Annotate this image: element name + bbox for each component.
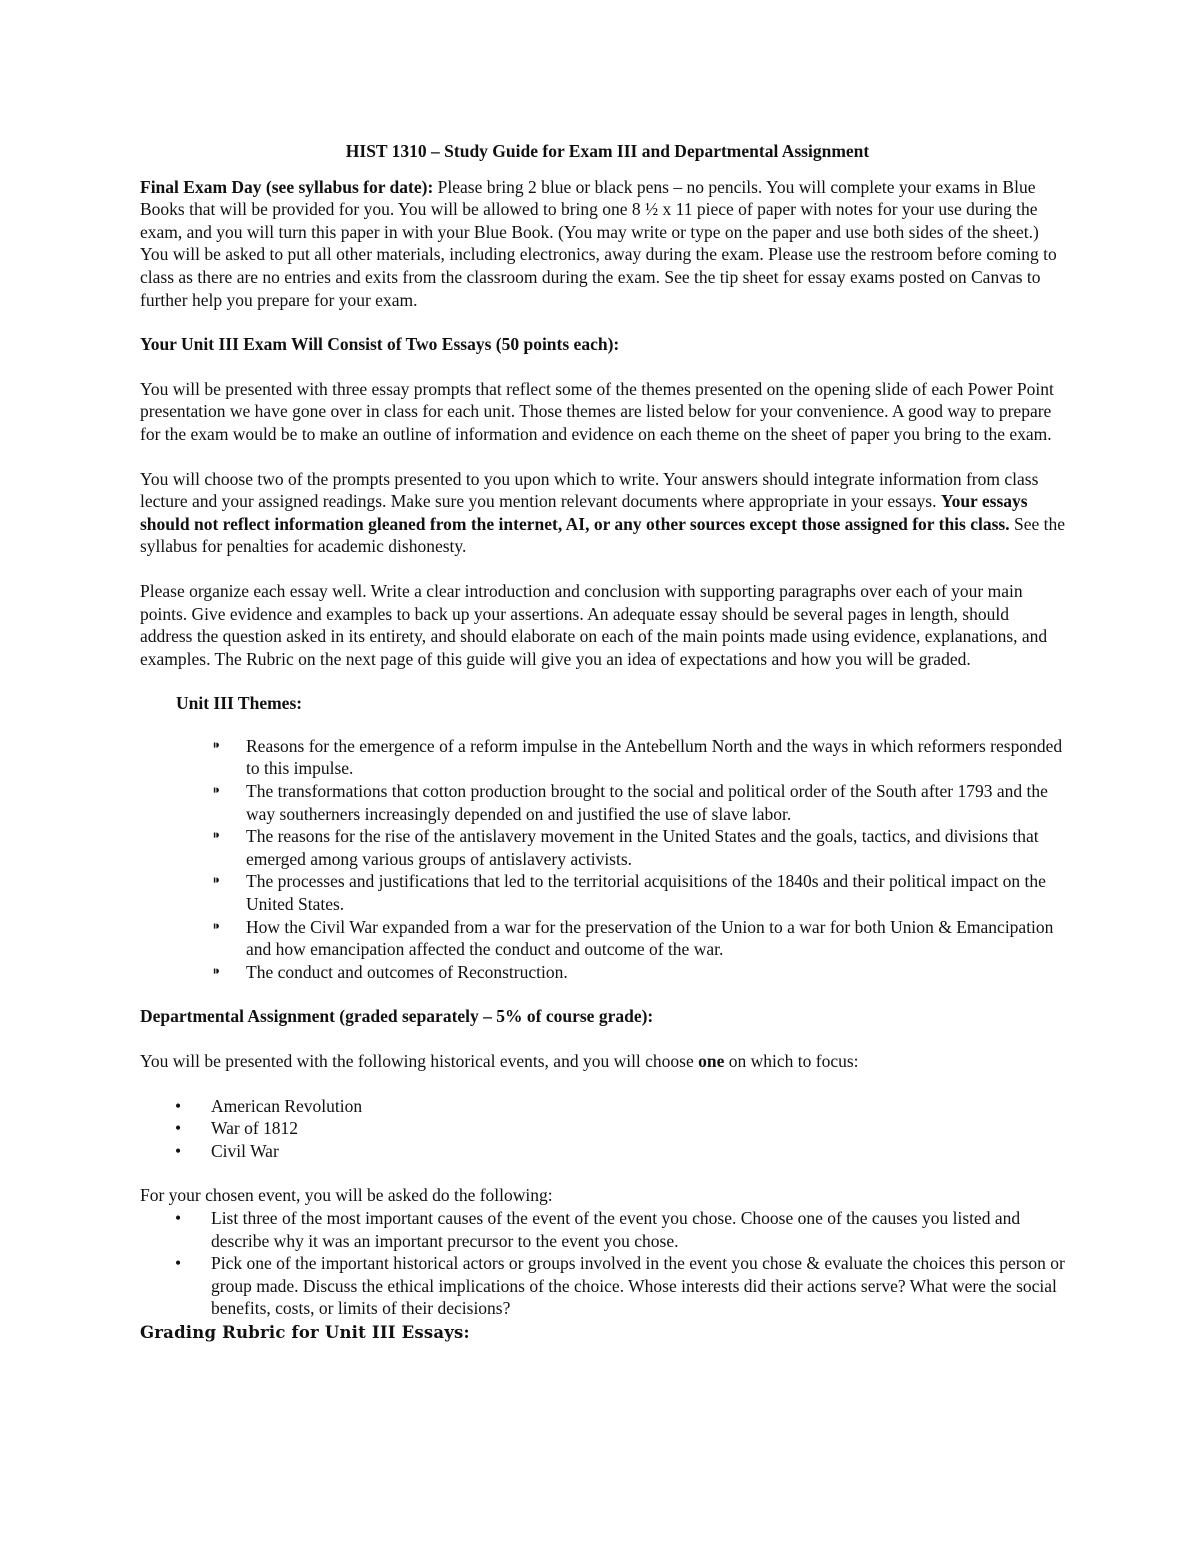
bullet-icon: ⁍ xyxy=(212,871,221,892)
bullet-icon: • xyxy=(175,1118,182,1139)
bullet-icon: ⁍ xyxy=(212,735,221,756)
themes-heading: Unit III Themes: xyxy=(176,693,303,714)
task-item xyxy=(140,1252,1065,1320)
event-text: American Revolution xyxy=(211,1095,363,1116)
event-item xyxy=(140,1117,1065,1140)
dept-intro-text-2: on which to focus: xyxy=(724,1051,859,1071)
prompts-paragraph: You will be presented with three essay prompts that reflect some of the themes presented on the opening slide of each Power Point presentation we have gone over in class for each unit. Those themes are listed below for your convenience. A good way to prepare for the exam would be to make an outline of information and evidence on each theme on the sheet of paper you bring to the exam. xyxy=(140,378,1054,444)
task-item xyxy=(140,1207,1065,1252)
bullet-icon: • xyxy=(175,1207,182,1228)
document-title: HIST 1310 – Study Guide for Exam III and Departmental Assignment xyxy=(345,141,870,161)
theme-item xyxy=(140,780,1065,825)
theme-text: Reasons for the emergence of a reform impulse in the Antebellum North and the ways in which reformers responded to this impulse. xyxy=(246,735,1063,779)
bullet-icon: • xyxy=(175,1140,182,1161)
themes-list xyxy=(140,735,1065,984)
organize-paragraph: Please organize each essay well. Write a clear introduction and conclusion with supporting paragraphs over each of your main points. Give evidence and examples to back up your assertions. An adequate essay should be several pages in length, should address the question asked in its entirety, and should elaborate on each of the main points made using evidence, explanations, and examples. The Rubric on the next page of this guide will give you an idea of expectations and how you will be graded. xyxy=(140,580,1048,669)
theme-text: The reasons for the rise of the antislavery movement in the United States and the goals, tactics, and divisions that emerged among various groups of antislavery activists. xyxy=(246,826,1039,869)
bullet-icon: ⁍ xyxy=(212,961,221,982)
departmental-heading: Departmental Assignment (graded separately – 5% of course grade): xyxy=(140,1006,654,1027)
bullet-icon: ⁍ xyxy=(212,826,221,847)
event-text: Civil War xyxy=(211,1140,279,1161)
choose-text-1: You will choose two of the prompts presented to you upon which to write. Your answers should integrate information from class lecture and your assigned readings. Make sure you mention relevant documents where appropriate in your essays. xyxy=(140,468,1039,512)
theme-item xyxy=(140,961,1065,984)
bullet-icon: ⁍ xyxy=(212,781,221,802)
tasks-list xyxy=(140,1207,1065,1320)
dept-intro-text-1: You will be presented with the following historical events, and you will choose xyxy=(140,1051,699,1071)
theme-item xyxy=(140,870,1065,915)
events-list xyxy=(140,1095,1065,1163)
theme-item xyxy=(140,916,1065,961)
theme-item xyxy=(140,825,1065,870)
theme-text: The processes and justifications that led to the territorial acquisitions of the 1840s and their political impact on the United States. xyxy=(246,871,1046,915)
document-body xyxy=(140,140,1065,1345)
theme-text: The transformations that cotton production brought to the social and political order of the South after 1793 and the way southerners increasingly depended on and justified the use of slave labor. xyxy=(246,781,1048,824)
event-item xyxy=(140,1095,1065,1118)
departmental-intro xyxy=(140,1050,1065,1073)
task-text: Pick one of the important historical actors or groups involved in the event you chose & evaluate the choices this person or group made. Discuss the ethical implications of the choice. Whose interests did their actions serve? What were the social benefits, costs, or limits of their decisions? xyxy=(211,1253,1065,1319)
event-text: War of 1812 xyxy=(211,1118,299,1139)
bullet-icon: ⁍ xyxy=(212,916,221,937)
exam-heading: Your Unit III Exam Will Consist of Two Essays (50 points each): xyxy=(140,334,620,355)
rubric-heading: Grading Rubric for Unit III Essays: xyxy=(140,1322,470,1342)
bullet-icon: • xyxy=(175,1253,182,1274)
dept-intro-bold: one xyxy=(698,1051,725,1071)
choose-text-2: See the syllabus for penalties for academic dishonesty. xyxy=(140,513,1066,557)
task-text: List three of the most important causes of the event of the event you chose. Choose one of the causes you listed and describe why it was an important precursor to the event you chose. xyxy=(211,1207,1021,1251)
final-exam-paragraph xyxy=(140,176,1065,312)
final-exam-label: Final Exam Day (see syllabus for date): xyxy=(140,176,434,197)
theme-text: How the Civil War expanded from a war for the preservation of the Union to a war for both Union & Emancipation and how emancipation affected the conduct and outcome of the war. xyxy=(246,916,1054,960)
choose-paragraph xyxy=(140,468,1065,558)
tasks-intro: For your chosen event, you will be asked do the following: xyxy=(140,1185,553,1206)
choose-bold-warning: Your essays should not reflect information gleaned from the internet, AI, or any other sources except those assigned for this class. xyxy=(140,491,1028,534)
event-item xyxy=(140,1140,1065,1163)
final-exam-text: Please bring 2 blue or black pens – no pencils. You will complete your exams in Blue Books that will be provided for you. You will be allowed to bring one 8 ½ x 11 piece of paper with notes for your use during the exam, and you will turn this paper in with your Blue Book. (You may write or type on the paper and use both sides of the sheet.) You will be asked to put all other materials, including electronics, away during the exam. Please use the restroom before coming to class as there are no entries and exits from the classroom during the exam. See the tip sheet for essay exams posted on Canvas to further help you prepare for your exam. xyxy=(140,176,1057,310)
theme-item xyxy=(140,735,1065,780)
theme-text: The conduct and outcomes of Reconstruction. xyxy=(246,961,568,982)
bullet-icon: • xyxy=(175,1095,182,1116)
